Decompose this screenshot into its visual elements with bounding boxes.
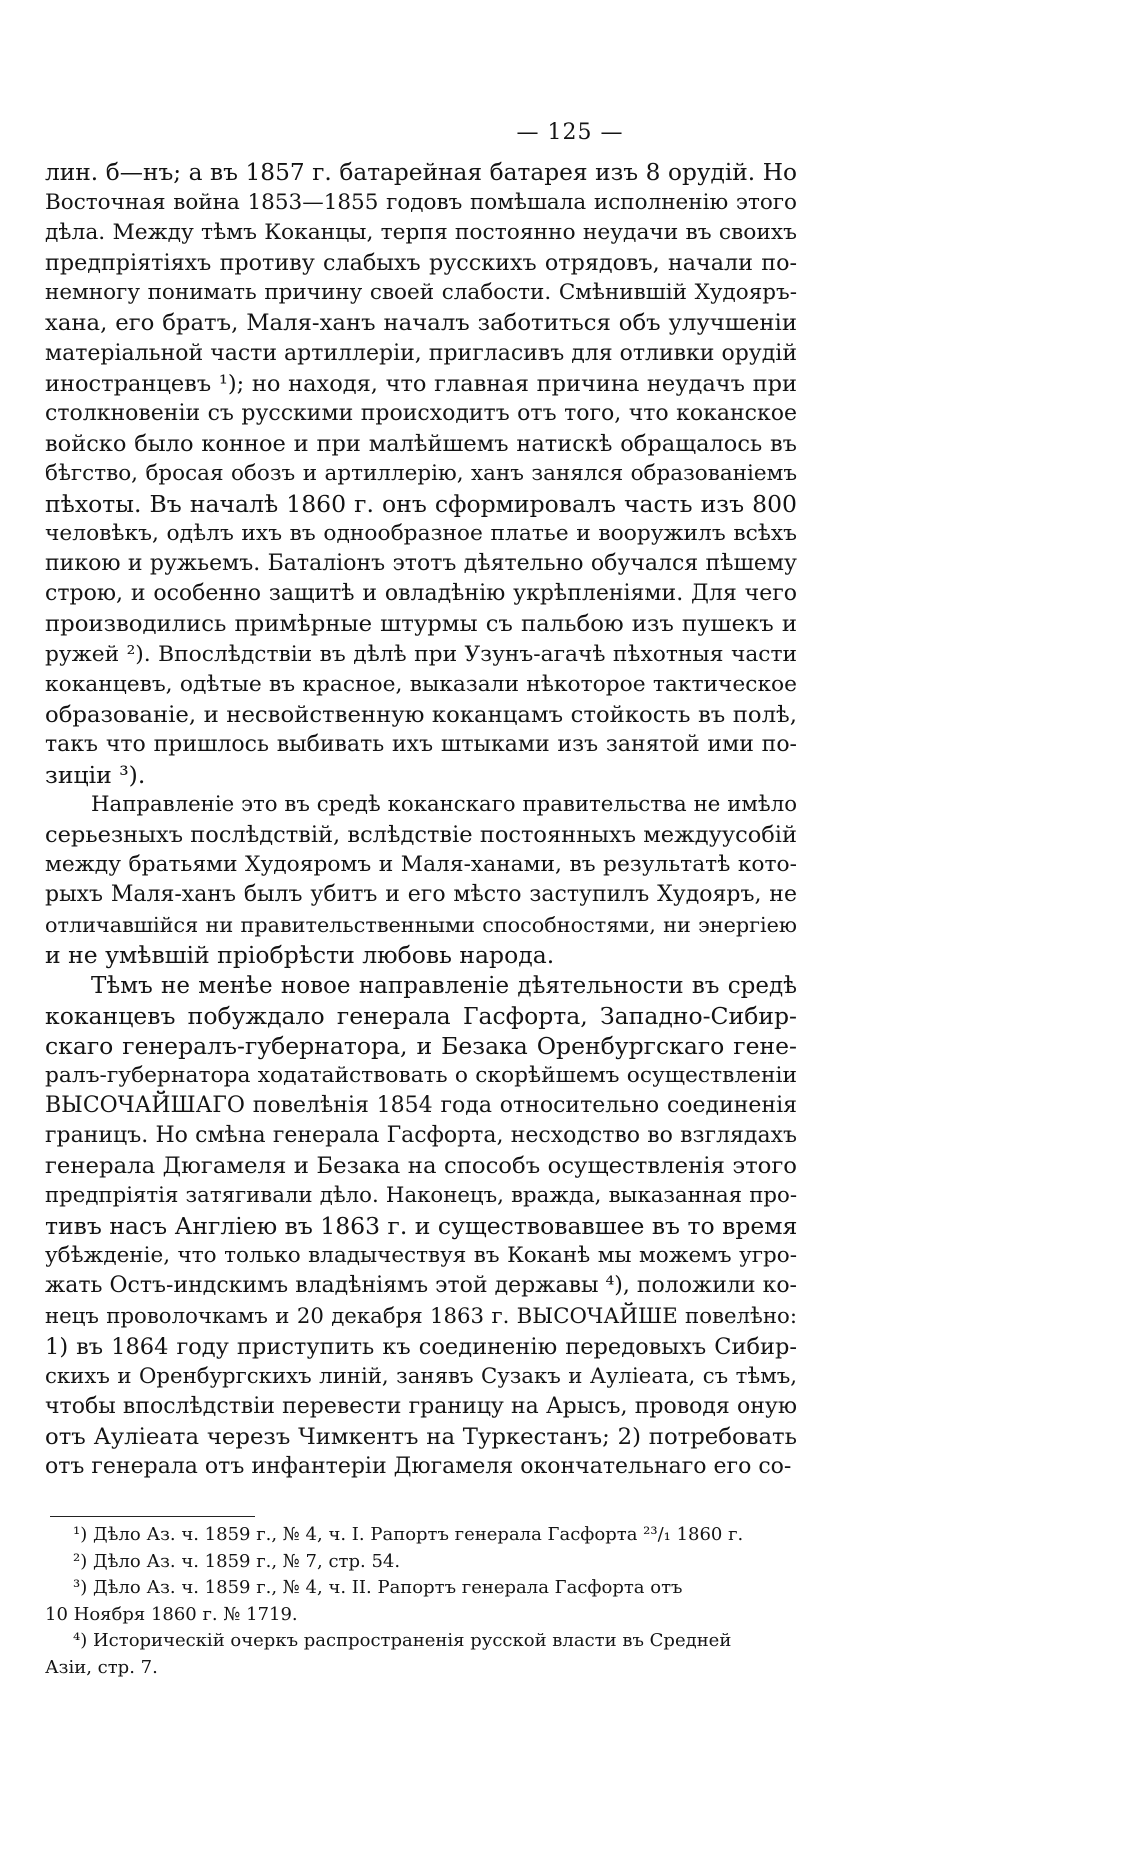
text-line: чтобы впослѣдствiи перевести границу на Арысъ, проводя оную — [45, 1393, 797, 1419]
text-line: нецъ проволочкамъ и 20 декабря 1863 г. ВЫСОЧАЙШЕ повелѣно: — [45, 1303, 797, 1329]
text-line: немногу понимать причину своей слабости. Смѣнившiй Худояръ- — [45, 280, 797, 306]
text-line: серьезныхъ послѣдствiй, вслѣдствiе постоянныхъ междуусобiй — [45, 822, 797, 849]
body-text — [45, 158, 797, 1482]
text-line: иностранцевъ ¹); но находя, что главная причина неудачъ при — [45, 370, 797, 397]
text-line: такъ что пришлось выбивать ихъ штыками изъ занятой ими по- — [45, 731, 797, 757]
text-line: столкновенiи съ русскими происходитъ отъ того, что коканское — [45, 400, 797, 426]
text-line: лин. б—нъ; а въ 1857 г. батарейная батарея изъ 8 орудiй. Но — [45, 159, 797, 186]
text-line: пикою и ружьемъ. Баталiонъ этотъ дѣятельно обучался пѣшему — [45, 551, 797, 577]
text-line: границъ. Но смѣна генерала Гасфорта, несходство во взглядахъ — [45, 1123, 797, 1148]
text-line: 1) въ 1864 году приступить къ соединенiю передовыхъ Сибир- — [45, 1333, 797, 1360]
text-line: бѣгство, бросая обозъ и артиллерiю, ханъ занялся образованiемъ — [45, 460, 797, 486]
paragraph-1 — [45, 158, 797, 790]
text-line: между братьями Худояромъ и Маля-ханами, въ результатѣ кото- — [45, 852, 797, 878]
text-line: предпрiятiяхъ противу слабыхъ русскихъ отрядовъ, начали по- — [45, 250, 797, 277]
text-line: строю, и особенно защитѣ и овладѣнiю укрѣпленiями. Для чего — [45, 581, 797, 607]
text-line: Тѣмъ не менѣе новое направленiе дѣятельности въ средѣ — [91, 972, 797, 999]
text-line: матерiальной части артиллерiи, пригласивъ для отливки орудiй — [45, 340, 797, 366]
text-line: отъ генерала отъ инфантерiи Дюгамеля окончательнаго его со- — [45, 1454, 792, 1480]
footnote-separator — [50, 1516, 255, 1517]
text-line: ³) Дѣло Аз. ч. 1859 г., № 4, ч. II. Рапортъ генерала Гасфорта отъ — [73, 1577, 683, 1598]
text-line: предпрiятiя затягивали дѣло. Наконецъ, вражда, выказанная про- — [45, 1183, 797, 1209]
text-line: генерала Дюгамеля и Безака на способъ осуществленiя этого — [45, 1153, 797, 1180]
text-line: хана, его братъ, Маля-ханъ началъ заботиться объ улучшенiи — [45, 310, 797, 337]
text-line: Азiи, стр. 7. — [45, 1656, 158, 1678]
text-line: образованiе, и несвойственную коканцамъ стойкость въ полѣ, — [45, 701, 797, 728]
text-line: убѣжденiе, что только владычествуя въ Коканѣ мы можемъ угро- — [45, 1243, 797, 1269]
text-line: отличавшiйся ни правительственными способностями, ни энергiею — [45, 913, 797, 938]
text-line: коканцевъ, одѣтые въ красное, выказали нѣкоторое тактическое — [45, 671, 797, 697]
text-line: скаго генералъ-губернатора, и Безака Оренбургскаго гене- — [45, 1031, 797, 1060]
text-line: жать Остъ-индскимъ владѣнiямъ этой державы ⁴), положили ко- — [45, 1273, 797, 1299]
text-line: ралъ-губернатора ходатайствовать о скорѣйшемъ осуществленiи — [45, 1062, 797, 1088]
footnotes — [45, 1522, 797, 1681]
text-line: ⁴) Историческiй очеркъ распространенiя русской власти въ Средней — [73, 1630, 732, 1651]
text-line: войско было конное и при малѣйшемъ натискѣ обращалось въ — [45, 430, 797, 457]
page-number: — 125 — — [516, 120, 624, 145]
text-line: ВЫСОЧАЙШАГО повелѣнiя 1854 года относительно соединенiя — [45, 1092, 797, 1118]
text-line: ²) Дѣло Аз. ч. 1859 г., № 7, стр. 54. — [73, 1550, 401, 1572]
text-line: ружей ²). Впослѣдствiи въ дѣлѣ при Узунъ-агачѣ пѣхотныя части — [45, 641, 797, 667]
text-line: пѣхоты. Въ началѣ 1860 г. онъ сформировалъ часть изъ 800 — [45, 490, 797, 519]
text-line: человѣкъ, одѣлъ ихъ въ однообразное платье и вооружилъ всѣхъ — [45, 521, 797, 547]
text-line: производились примѣрные штурмы съ пальбою изъ пушекъ и — [45, 611, 797, 638]
text-line: 10 Ноября 1860 г. № 1719. — [45, 1603, 298, 1625]
text-line: Направленiе это въ средѣ коканскаго правительства не имѣло — [91, 791, 797, 817]
text-line: зицiи ³). — [45, 760, 146, 789]
footnote-2 — [45, 1549, 797, 1576]
text-line: дѣла. Между тѣмъ Коканцы, терпя постоянно неудачи въ своихъ — [45, 220, 797, 246]
footnote-4 — [45, 1628, 797, 1681]
text-line: и не умѣвшiй прiобрѣсти любовь народа. — [45, 941, 555, 970]
footnote-1 — [45, 1522, 797, 1549]
text-line: отъ Аулiеата черезъ Чимкентъ на Туркестанъ; 2) потребовать — [45, 1423, 797, 1450]
text-line: ¹) Дѣло Аз. ч. 1859 г., № 4, ч. I. Рапортъ генерала Гасфорта ²³/₁ 1860 г. — [73, 1524, 744, 1545]
paragraph-2 — [45, 790, 797, 971]
footnote-3 — [45, 1575, 797, 1628]
paragraph-3 — [45, 971, 797, 1483]
text-line: рыхъ Маля-ханъ былъ убитъ и его мѣсто заступилъ Худояръ, не — [45, 882, 797, 908]
text-line: Восточная война 1853—1855 годовъ помѣшала исполненiю этого — [45, 190, 797, 216]
text-line: коканцевъ побуждало генерала Гасфорта, Западно-Сибир- — [45, 1001, 797, 1030]
text-line: тивъ насъ Англiею въ 1863 г. и существовавшее въ то время — [45, 1212, 798, 1241]
text-line: скихъ и Оренбургскихъ линiй, занявъ Сузакъ и Аулiеата, съ тѣмъ, — [45, 1363, 797, 1389]
